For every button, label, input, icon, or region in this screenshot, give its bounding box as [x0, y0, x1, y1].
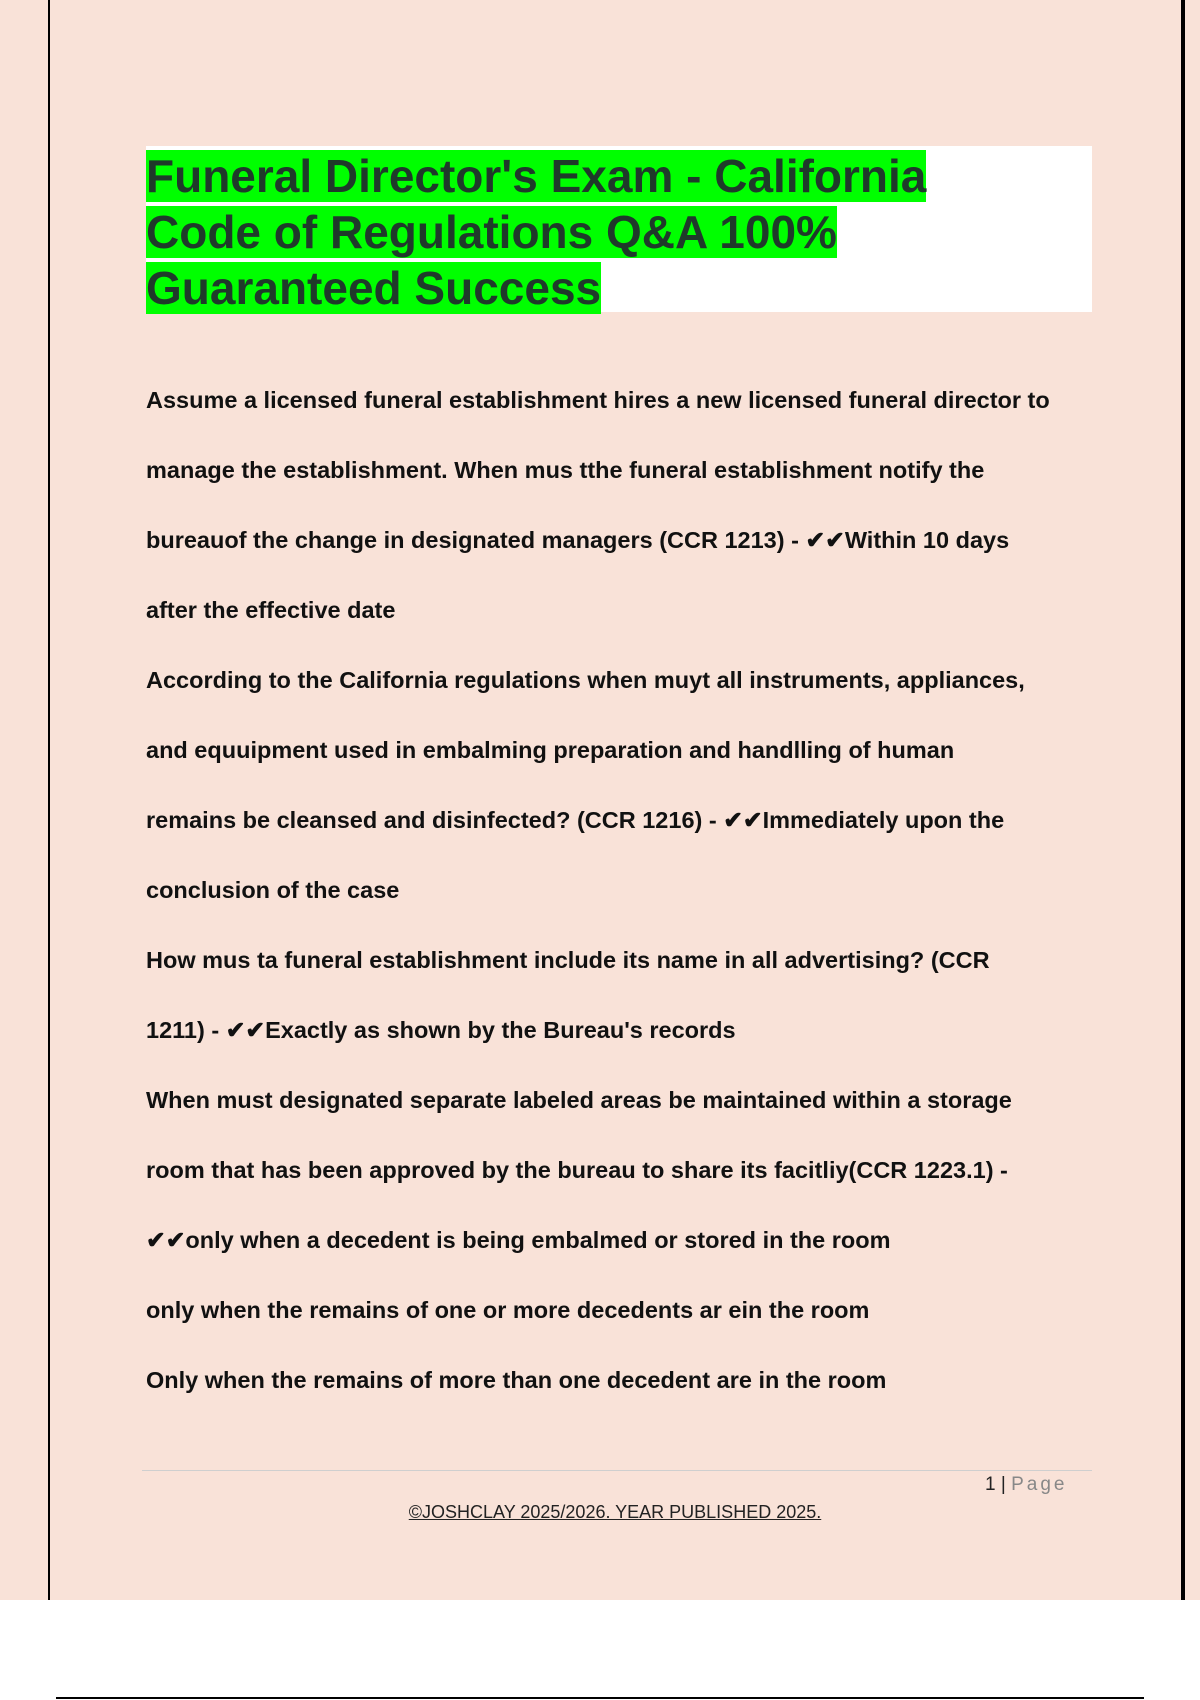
- document-body: [146, 374, 1096, 1424]
- body-line: According to the California regulations when muyt all instruments, appliances,: [146, 667, 1025, 693]
- body-line: Only when the remains of more than one decedent are in the room: [146, 1367, 887, 1393]
- body-line: and equuipment used in embalming preparation and handlling of human: [146, 737, 955, 763]
- title-line-2: Code of Regulations Q&A 100%: [146, 206, 837, 258]
- page-number: [985, 1474, 1067, 1496]
- page-number-separator: |: [1000, 1474, 1006, 1495]
- document-title: [146, 148, 1092, 316]
- page-label: Page: [1011, 1474, 1068, 1495]
- body-line: only when the remains of one or more decedents ar ein the room: [146, 1297, 870, 1323]
- body-line: Assume a licensed funeral establishment hires a new licensed funeral director to: [146, 387, 1050, 413]
- page-border-left: [48, 0, 50, 1600]
- body-line: room that has been approved by the bureau to share its facitliy(CCR 1223.1) -: [146, 1157, 1008, 1183]
- title-line-3: Guaranteed Success: [146, 262, 602, 314]
- body-line: How mus ta funeral establishment include its name in all advertising? (CCR: [146, 947, 990, 973]
- body-line: after the effective date: [146, 597, 396, 623]
- body-line: bureauof the change in designated managers (CCR 1213) - ✔✔Within 10 days: [146, 527, 1010, 553]
- body-line: When must designated separate labeled areas be maintained within a storage: [146, 1087, 1012, 1113]
- body-line: ✔✔only when a decedent is being embalmed or stored in the room: [146, 1227, 891, 1253]
- bottom-rule: [56, 1697, 1144, 1699]
- copyright-notice: ©JOSHCLAY 2025/2026. YEAR PUBLISHED 2025.: [408, 1502, 822, 1522]
- body-line: remains be cleansed and disinfected? (CCR 1216) - ✔✔Immediately upon the: [146, 807, 1005, 833]
- title-line-1: Funeral Director's Exam - California: [146, 150, 927, 202]
- page-border-right: [1181, 0, 1185, 1600]
- body-line: conclusion of the case: [146, 877, 400, 903]
- footer-divider: [142, 1470, 1092, 1471]
- body-line: 1211) - ✔✔Exactly as shown by the Bureau's records: [146, 1017, 736, 1043]
- body-line: manage the establishment. When mus tthe funeral establishment notify the: [146, 457, 985, 483]
- page-number-value: 1: [985, 1474, 996, 1495]
